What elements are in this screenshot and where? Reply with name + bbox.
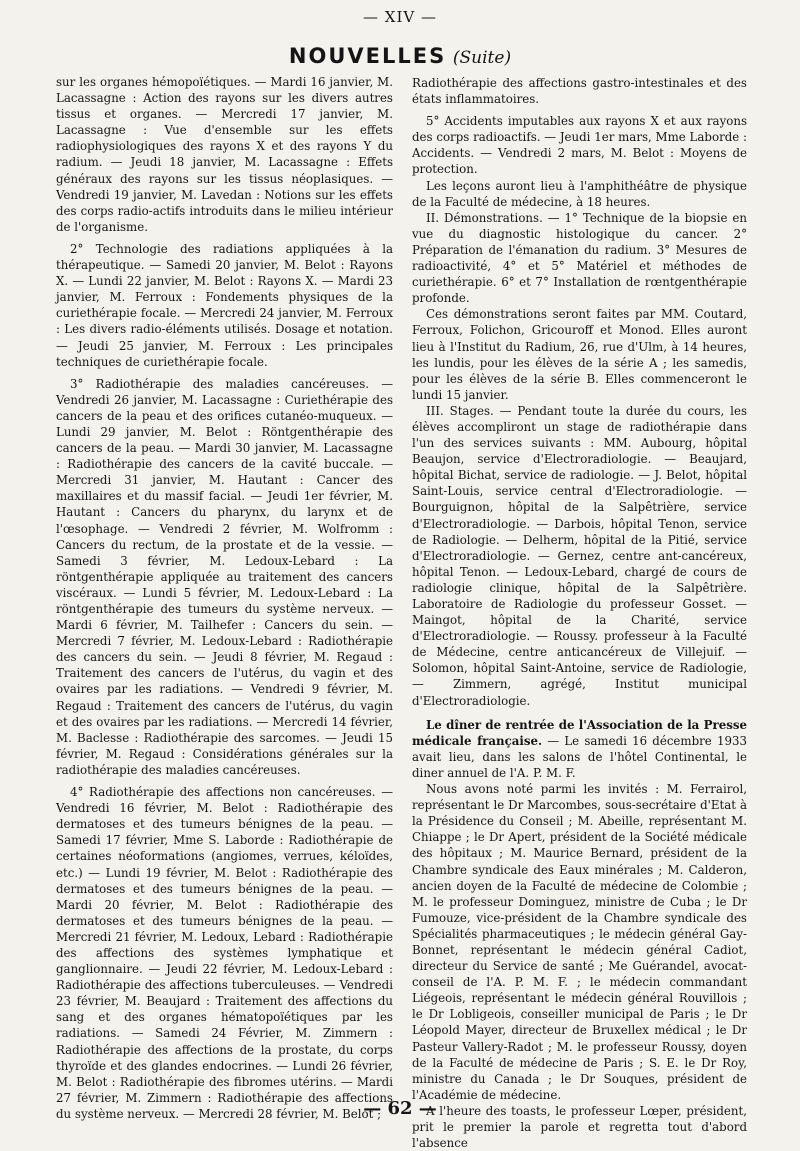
- paragraph: III. Stages. — Pendant toute la durée du cours, les élèves accompliront un stage de radiothérapie dans l'un des services suivants : MM. Aubourg, hôpital Beaujon, service d'Electroradiologie. — Beaujard, hôpital Bichat, service de radiologie. — J. Belot, hôpital Saint-Louis, service central d'Electroradiologie. — Bourguignon, hôpital de la Salpêtrière, service d'Electroradiologie. — Darbois, hôpital Tenon, service de Radiologie. — Delherm, hôpital de la Pitié, service d'Electroradiologie. — Gernez, centre ant-cancéreux, hôpital Tenon. — Ledoux-Lebard, chargé de cours de radiologie clinique, hôpital de la Salpêtrière. Laboratoire de Radiologie du professeur Gosset. — Maingot, hôpital de la Charité, service d'Electroradiologie. — Roussy. professeur à la Faculté de Médecine, centre anticancéreux de Villejuif. — Solomon, hôpital Saint-Antoine, service de Radiologie, — Zimmern, agrégé, Institut municipal d'Electroradiologie.: [412, 403, 747, 708]
- paragraph: 5° Accidents imputables aux rayons X et aux rayons des corps radioactifs. — Jeudi 1er mars, Mme Laborde : Accidents. — Vendredi 2 mars, M. Belot : Moyens de protection.: [412, 114, 747, 177]
- roman-page-number: — XIV —: [363, 8, 437, 26]
- page-number: — 62 —: [363, 1098, 437, 1119]
- paragraph: Ces démonstrations seront faites par MM. Coutard, Ferroux, Folichon, Gricouroff et Monod. Elles auront lieu à l'Institut du Radium, 26, rue d'Ulm, à 14 heures, les lundis, pour les élèves de la série A ; les samedis, pour les élèves de la série B. Elles commenceront le lundi 15 janvier.: [412, 307, 747, 402]
- diner-heading: Le dîner de rentrée de l'Association de la Presse médicale française.: [412, 717, 747, 748]
- paragraph: 3° Radiothérapie des maladies cancéreuses. — Vendredi 26 janvier, M. Lacassagne : Curiethérapie des cancers de la peau et des orifices cutanéo-muqueux. — Lundi 29 janvier, M. Belot : Röntgenthérapie des cancers de la peau. — Mardi 30 janvier, M. Lacassagne : Radiothérapie des cancers de la cavité buccale. — Mercredi 31 janvier, M. Hautant : Cancer des maxillaires et du massif facial. — Jeudi 1er février, M. Hautant : Cancers du pharynx, du larynx et de l'œsophage. — Vendredi 2 février, M. Wolfromm : Cancers du rectum, de la prostate et de la vessie. — Samedi 3 février, M. Ledoux-Lebard : La röntgenthérapie appliquée au traitement des cancers viscéraux. — Lundi 5 février, M. Ledoux-Lebard : La röntgenthérapie des tumeurs du système nerveux. — Mardi 6 février, M. Tailhefer : Cancers du sein. — Mercredi 7 février, M. Ledoux-Lebard : Radiothérapie des cancers du sein. — Jeudi 8 février, M. Regaud : Traitement des cancers de l'utérus, du vagin et des ovaires par les radiations. — Vendredi 9 février, M. Regaud : Traitement des cancers de l'utérus, du vagin et des ovaires par les radiations. — Mercredi 14 février, M. Baclesse : Radiothérapie des sarcomes. — Jeudi 15 février, M. Regaud : Considérations générales sur la radiothérapie des maladies cancéreuses.: [56, 376, 393, 777]
- paragraph: Les leçons auront lieu à l'amphithéâtre de physique de la Faculté de médecine, à 18 heures.: [412, 178, 747, 209]
- paragraph: A l'heure des toasts, le professeur Lœper, président, prit le premier la parole et regretta tout d'abord l'absence: [412, 1103, 747, 1151]
- paragraph: Nous avons noté parmi les invités : M. Ferrairol, représentant le Dr Marcombes, sous-secrétaire d'Etat à la Présidence du Conseil ; M. Abeille, représentant M. Chiappe ; le Dr Apert, président de la Société médicale des hôpitaux ; M. Maurice Bernard, président de la Chambre syndicale des Eaux minérales ; M. Calderon, ancien doyen de la Faculté de médecine de Colombie ; M. le professeur Dominguez, ministre de Cuba ; le Dr Fumouze, vice-président de la Chambre syndicale des Spécialités pharmaceutiques ; le médecin général Gay-Bonnet, représentant le médecin général Cadiot, directeur du Service de santé ; Me Guérandel, avocat-conseil de l'A. P. M. F. ; le médecin commandant Liégeois, représentant le médecin général Rouvillois ; le Dr Lobligeois, conseiller municipal de Paris ; le Dr Léopold Mayer, directeur de Bruxellex médical ; le Dr Pasteur Vallery-Radot ; M. le professeur Roussy, doyen de la Faculté de médecine de Paris ; S. E. le Dr Roy, ministre du Canada ; le Dr Souques, président de l'Académie de médecine.: [412, 782, 747, 1102]
- left-column: [56, 74, 393, 1122]
- paragraph: Radiothérapie des affections gastro-intestinales et des états inflammatoires.: [412, 76, 747, 107]
- right-column: [412, 75, 747, 1151]
- section-title: NOUVELLES: [288, 44, 447, 68]
- paragraph: sur les organes hémopoïétiques. — Mardi 16 janvier, M. Lacassagne : Action des rayons sur les divers autres tissus et organes. — Mercredi 17 janvier, M. Lacassagne : Vue d'ensemble sur les effets radiophysiologiques des rayons X et des rayons Y du radium. — Jeudi 18 janvier, M. Lacassagne : Effets généraux des rayons sur les tissus néoplasiques. — Vendredi 19 janvier, M. Lavedan : Notions sur les effets des corps radio-actifs introduits dans le milieu intérieur de l'organisme.: [56, 75, 393, 234]
- diner-lead: — Le samedi 16 décembre 1933 avait lieu, dans les salons de l'hôtel Continental, le diner annuel de l'A. P. M. F.: [412, 733, 747, 780]
- paragraph: 4° Radiothérapie des affections non cancéreuses. — Vendredi 16 février, M. Belot : Radiothérapie des dermatoses et des tumeurs bénignes de la peau. — Samedi 17 février, Mme S. Laborde : Radiothérapie de certaines néoformations (angiomes, verrues, kéloïdes, etc.) — Lundi 19 février, M. Belot : Radiothérapie des dermatoses et des tumeurs bénignes de la peau. — Mardi 20 février, M. Belot : Radiothérapie des dermatoses et des tumeurs bénignes de la peau. — Mercredi 21 février, M. Ledoux, Lebard : Radiothérapie des affections des systèmes lymphatique et ganglionnaire. — Jeudi 22 février, M. Ledoux-Lebard : Radiothérapie des affections tuberculeuses. — Vendredi 23 février, M. Beaujard : Traitement des affections du sang et des organes hématopoïétiques par les radiations. — Samedi 24 Février, M. Zimmern : Radiothérapie des affections de la prostate, du corps thyroïde et des glandes endocrines. — Lundi 26 février, M. Belot : Radiothérapie des fibromes utérins. — Mardi 27 février, M. Zimmern : Radiothérapie des affections du système nerveux. — Mercredi 28 février, M. Belot ;: [56, 785, 393, 1121]
- paragraph: 2° Technologie des radiations appliquées à la thérapeutique. — Samedi 20 janvier, M. Belot : Rayons X. — Lundi 22 janvier, M. Belot : Rayons X. — Mardi 23 janvier, M. Ferroux : Fondements physiques de la curiethérapie focale. — Mercredi 24 janvier, M. Ferroux : Les divers radio-éléments utilisés. Dosage et notation. — Jeudi 25 janvier, M. Ferroux : Les principales techniques de curiethérapie focale.: [56, 241, 393, 369]
- diner-paragraph: [412, 717, 747, 781]
- page-title: [0, 46, 800, 67]
- section-title-suffix: (Suite): [452, 48, 512, 68]
- paragraph: II. Démonstrations. — 1° Technique de la biopsie en vue du diagnostic histologique du cancer. 2° Préparation de l'émanation du radium. 3° Mesures de radioactivité, 4° et 5° Matériel et méthodes de curiethérapie. 6° et 7° Installation de rœntgenthérapie profonde.: [412, 210, 747, 306]
